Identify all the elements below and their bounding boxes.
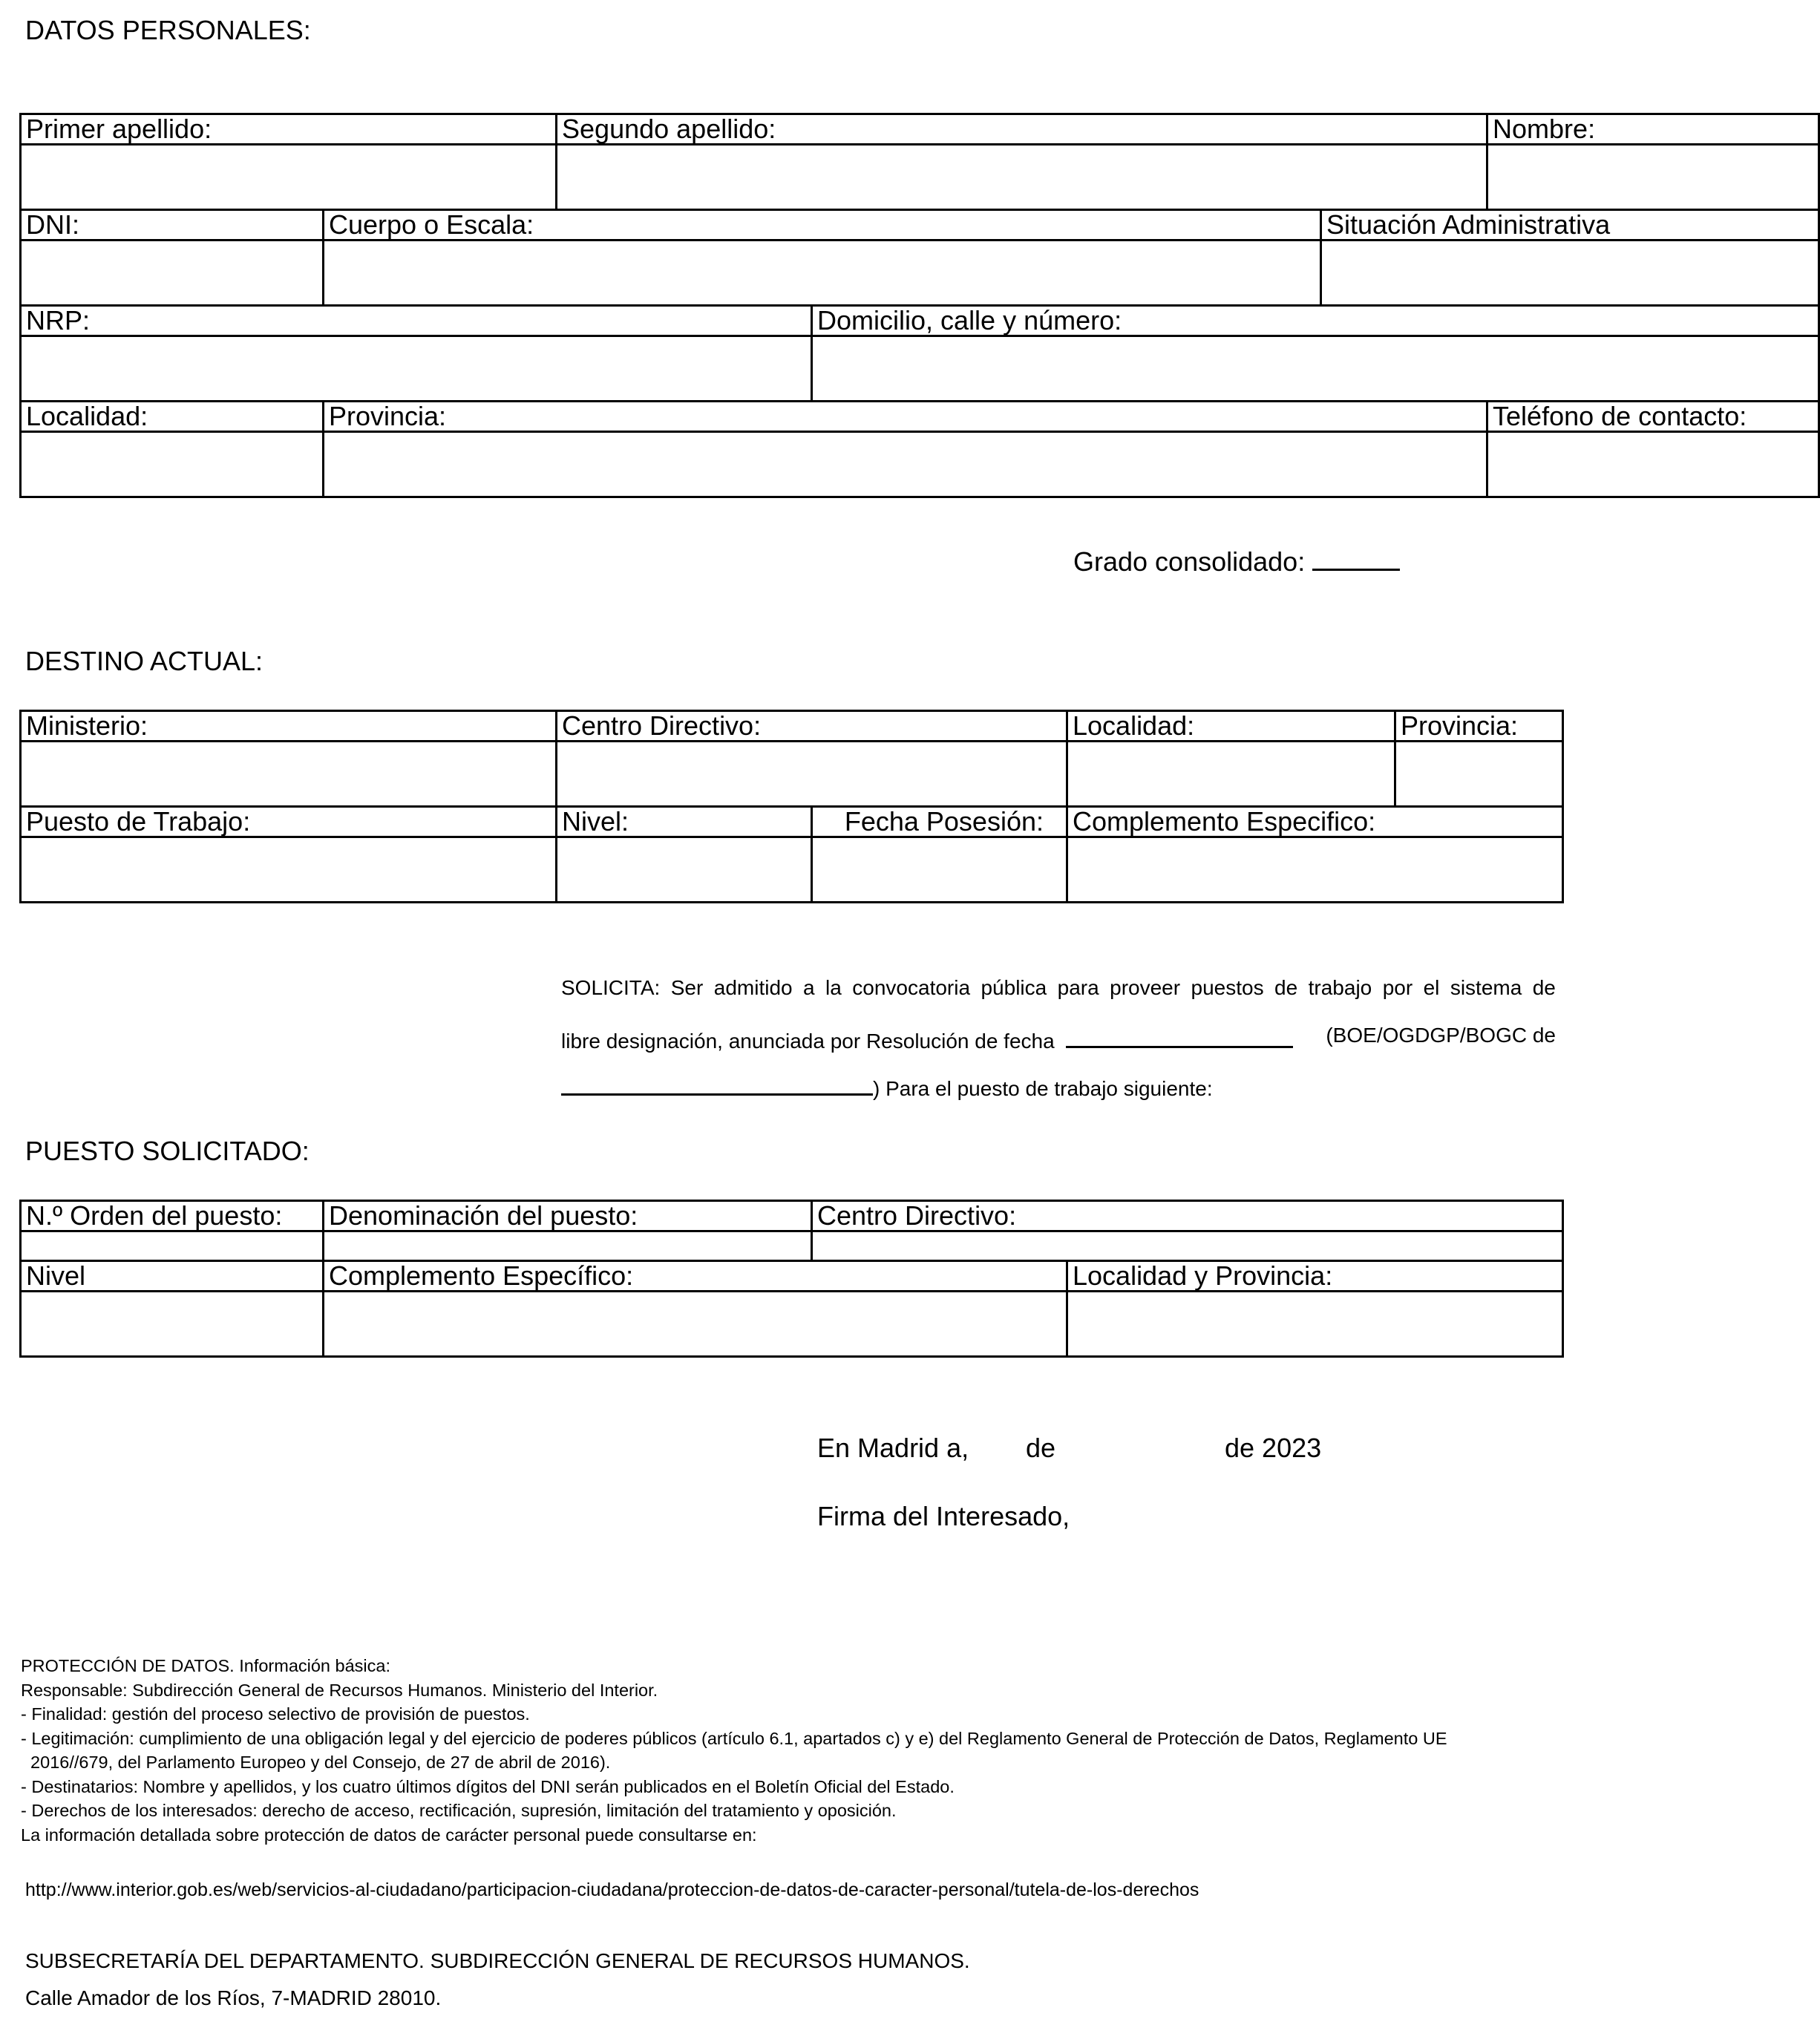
localidad-provincia-input[interactable] [1068, 1292, 1562, 1324]
proteccion-datos-block [21, 1654, 1572, 1847]
cell-orden-puesto [21, 1231, 324, 1261]
complemento-especifico-input[interactable] [1068, 838, 1562, 869]
label-fecha-posesion: Fecha Posesión: [812, 807, 1067, 837]
solicita-word: la [825, 976, 842, 999]
cell-provincia [324, 432, 1487, 497]
segundo-apellido-input[interactable] [557, 145, 1486, 177]
label-primer-apellido: Primer apellido: [21, 114, 557, 145]
proteccion-line: - Finalidad: gestión del proceso selectivo de provisión de puestos. [21, 1704, 530, 1724]
cell-situacion [1321, 241, 1819, 306]
cell-domicilio [812, 336, 1819, 402]
label-destino-provincia: Provincia: [1395, 711, 1563, 742]
centro-directivo-input[interactable] [557, 742, 1066, 773]
cell-dni [21, 241, 324, 306]
fecha-posesion-input[interactable] [813, 838, 1066, 869]
proteccion-line: Responsable: Subdirección General de Recursos Humanos. Ministerio del Interior. [21, 1680, 658, 1700]
solicita-word: SOLICITA: [561, 976, 661, 999]
label-puesto-nivel: Nivel [21, 1261, 324, 1292]
proteccion-line: PROTECCIÓN DE DATOS. Información básica: [21, 1656, 390, 1675]
cell-destino-localidad [1067, 742, 1395, 807]
solicita-word: por [1382, 976, 1413, 999]
puesto-solicitado-table [19, 1200, 1564, 1358]
label-domicilio: Domicilio, calle y número: [812, 306, 1819, 336]
cell-centro-directivo [557, 742, 1067, 807]
label-provincia: Provincia: [324, 402, 1487, 432]
destino-actual-table [19, 710, 1564, 903]
cell-puesto-trabajo [21, 837, 557, 903]
date-de-text: de [1026, 1433, 1056, 1463]
solicita-word: convocatoria [852, 976, 971, 999]
cell-localidad-provincia [1067, 1292, 1563, 1357]
solicita-word: Ser [670, 976, 704, 999]
proteccion-line: La información detallada sobre protección de datos de carácter personal puede consultarse en: [21, 1825, 757, 1845]
proteccion-line: - Destinatarios: Nombre y apellidos, y los cuatro últimos dígitos del DNI serán publicados en el Boletín Oficial del Estado. [21, 1776, 955, 1796]
solicita-word: para [1057, 976, 1099, 999]
label-telefono: Teléfono de contacto: [1487, 402, 1819, 432]
cell-destino-provincia [1395, 742, 1563, 807]
localidad-input[interactable] [22, 433, 322, 464]
puesto-complemento-input[interactable] [324, 1292, 1066, 1324]
cell-primer-apellido [21, 145, 557, 210]
solicita-word: pública [981, 976, 1047, 999]
puesto-nivel-input[interactable] [22, 1292, 322, 1324]
proteccion-line: - Derechos de los interesados: derecho de acceso, rectificación, supresión, limitación del tratamiento y oposición. [21, 1801, 897, 1820]
footer-department: SUBSECRETARÍA DEL DEPARTAMENTO. SUBDIRECCIÓN GENERAL DE RECURSOS HUMANOS. [25, 1949, 970, 1972]
solicita-line-3 [561, 1073, 1556, 1120]
label-destino-localidad: Localidad: [1067, 711, 1395, 742]
proteccion-url-link[interactable]: http://www.interior.gob.es/web/servicios-al-ciudadano/participacion-ciudadana/proteccion-de-datos-de-caracter-personal/tutela-de-los-derechos [25, 1879, 1199, 1900]
label-nivel: Nivel: [557, 807, 812, 837]
personal-data-table [19, 113, 1820, 498]
label-localidad-provincia: Localidad y Provincia: [1067, 1261, 1563, 1292]
ministerio-input[interactable] [22, 742, 555, 773]
label-cuerpo-escala: Cuerpo o Escala: [324, 210, 1321, 241]
label-dni: DNI: [21, 210, 324, 241]
cell-ministerio [21, 742, 557, 807]
nombre-input[interactable] [1488, 145, 1818, 177]
destino-provincia-input[interactable] [1396, 742, 1562, 773]
domicilio-input[interactable] [813, 337, 1818, 368]
cell-telefono [1487, 432, 1819, 497]
orden-puesto-input[interactable] [22, 1232, 322, 1255]
label-puesto-centro-directivo: Centro Directivo: [812, 1201, 1563, 1231]
cell-cuerpo [324, 241, 1321, 306]
label-puesto-trabajo: Puesto de Trabajo: [21, 807, 557, 837]
solicita-word: de [1274, 976, 1298, 999]
section-title-destino-actual: DESTINO ACTUAL: [25, 646, 263, 676]
cell-denominacion-puesto [324, 1231, 812, 1261]
footer-address: Calle Amador de los Ríos, 7-MADRID 28010. [25, 1986, 442, 2009]
solicita-line-2 [561, 1025, 1556, 1073]
grado-consolidado-label: Grado consolidado: [1073, 546, 1306, 577]
proteccion-line: 2016//679, del Parlamento Europeo y del Consejo, de 27 de abril de 2016). [21, 1753, 611, 1772]
label-denominacion-puesto: Denominación del puesto: [324, 1201, 812, 1231]
label-situacion-administrativa: Situación Administrativa [1321, 210, 1819, 241]
date-year-text: de 2023 [1225, 1433, 1322, 1463]
cell-localidad [21, 432, 324, 497]
en-madrid-text: En Madrid a, [817, 1433, 969, 1463]
cell-puesto-centro-directivo [812, 1231, 1563, 1261]
puesto-trabajo-input[interactable] [22, 838, 555, 869]
section-title-puesto-solicitado: PUESTO SOLICITADO: [25, 1136, 310, 1166]
solicita-word: trabajo [1308, 976, 1372, 999]
cell-nrp [21, 336, 812, 402]
cell-complemento-especifico [1067, 837, 1563, 903]
label-orden-puesto: N.º Orden del puesto: [21, 1201, 324, 1231]
label-nrp: NRP: [21, 306, 812, 336]
cell-puesto-nivel [21, 1292, 324, 1357]
solicita-resolucion-text: libre designación, anunciada por Resolución de fecha [561, 1030, 1055, 1053]
solicita-line-1 [561, 978, 1556, 1025]
telefono-input[interactable] [1488, 433, 1818, 464]
solicita-word: proveer [1110, 976, 1181, 999]
solicita-word: a [803, 976, 815, 999]
firma-interesado-text: Firma del Interesado, [817, 1501, 1070, 1531]
solicita-boe-text: (BOE/OGDGP/BOGC de [1326, 1024, 1556, 1047]
dni-input[interactable] [22, 241, 322, 272]
solicita-word: puestos [1191, 976, 1264, 999]
label-segundo-apellido: Segundo apellido: [557, 114, 1487, 145]
solicita-word: admitido [713, 976, 793, 999]
label-localidad: Localidad: [21, 402, 324, 432]
nivel-input[interactable] [557, 838, 811, 869]
nrp-input[interactable] [22, 337, 811, 368]
denominacion-puesto-input[interactable] [324, 1232, 811, 1255]
solicita-puesto-text: ) Para el puesto de trabajo siguiente: [873, 1077, 1213, 1100]
proteccion-line: - Legitimación: cumplimiento de una obligación legal y del ejercicio de poderes públicos (artículo 6.1, apartados c) y e) del Reglamento General de Protección de Datos, Reglamento UE [21, 1728, 1447, 1748]
cell-fecha-posesion [812, 837, 1067, 903]
section-title-datos-personales: DATOS PERSONALES: [25, 15, 311, 45]
solicita-word: sistema [1450, 976, 1522, 999]
cell-nombre [1487, 145, 1819, 210]
destino-localidad-input[interactable] [1068, 742, 1394, 773]
label-ministerio: Ministerio: [21, 711, 557, 742]
label-nombre: Nombre: [1487, 114, 1819, 145]
label-complemento-especifico: Complemento Especifico: [1067, 807, 1563, 837]
cuerpo-escala-input[interactable] [324, 241, 1320, 272]
solicita-word: de [1532, 976, 1556, 999]
grado-consolidado-blank[interactable] [1312, 548, 1400, 571]
primer-apellido-input[interactable] [22, 145, 555, 177]
cell-puesto-complemento [324, 1292, 1067, 1357]
puesto-centro-directivo-input[interactable] [813, 1232, 1562, 1255]
cell-nivel [557, 837, 812, 903]
grado-consolidado [1073, 546, 1400, 578]
cell-segundo-apellido [557, 145, 1487, 210]
solicita-paragraph [561, 978, 1556, 1120]
label-puesto-complemento: Complemento Específico: [324, 1261, 1067, 1292]
situacion-administrativa-input[interactable] [1322, 241, 1818, 272]
resolucion-fecha-blank[interactable] [1066, 1025, 1293, 1048]
provincia-input[interactable] [324, 433, 1486, 464]
solicita-word: el [1423, 976, 1440, 999]
label-centro-directivo: Centro Directivo: [557, 711, 1067, 742]
boe-fecha-blank[interactable] [561, 1073, 873, 1096]
